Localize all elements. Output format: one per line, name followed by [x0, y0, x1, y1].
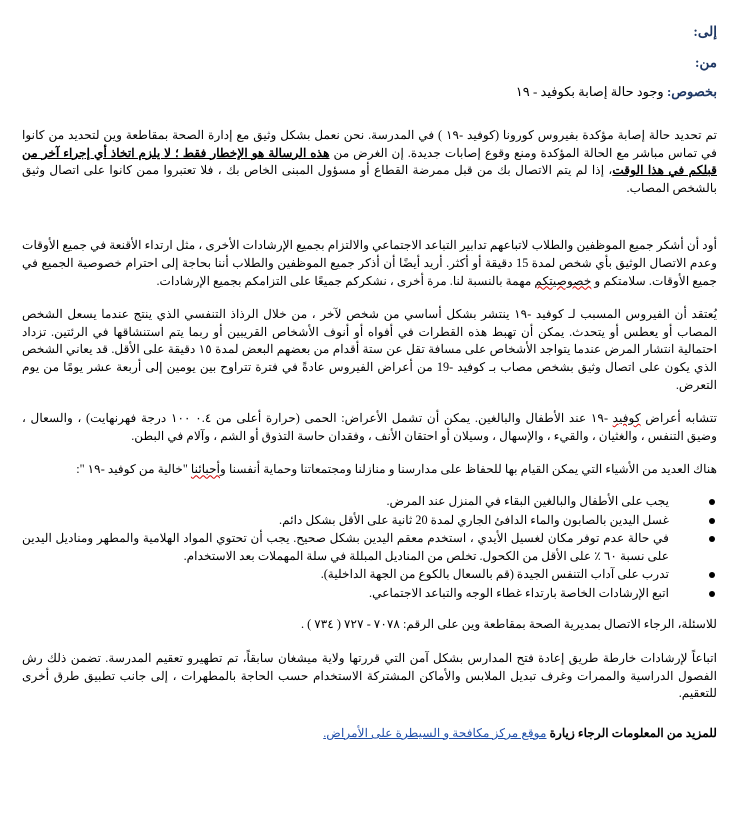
paragraph-transmission: يُعتقد أن الفيروس المسبب لـ كوفيد -١٩ ينتشر بشكل أساسي من شخص لآخر ، من خلال الرذاذ التنفسي الذي ينتج عندما يسعل الشخص المصاب أو يعطس أو يتحدث. يمكن أن تهبط هذه القطرات في أفواه أو أنوف الأشخاص القريبين أو ربما يتم استنشاقها في الرئتين. تزداد احتمالية انتشار المرض عندما يتواجد الأشخاص على مسافة تقل عن ستة أقدام من بعضهم البعض لمدة ١٥ دقيقة على الأقل. قد يعاني الشخص الذي يكون على اتصال وثيق بشخص مصاب بـ كوفيد -19 من أعراض الفيروس عادةً في فترة تتراوح بين يومين إلى أربعة عشر يومًا من يوم التعرض.	[22, 307, 717, 392]
paragraph-thanks	[22, 237, 717, 290]
prevention-list	[22, 493, 717, 603]
paragraph-contact: للاسئلة، الرجاء الاتصال بمديرية الصحة بمقاطعة وين على الرقم: ٧٠٧٨ - ٧٢٧ ( ٧٣٤ ) .	[301, 617, 717, 632]
notice-emphasis: هذه الرسالة هو الإخطار فقط ؛ لا يلزم اتخاذ أي إجراء آخر من قبلكم في هذا الوقت	[22, 145, 717, 178]
more-info-label: للمزيد من المعلومات الرجاء زيارة	[549, 725, 717, 740]
notice-text-start: تم تحديد حالة إصابة مؤكدة بفيروس كورونا (كوفيد -١٩ ) في المدرسة. نحن نعمل بشكل وثيق مع إدارة الصحة بمقاطعة وين لتحديد من كانوا في تماس مباشر مع الحالة المؤكدة ومنع وقوع إصابات جديدة. إن الغرض من	[22, 128, 717, 160]
thanks-text-start: أود أن أشكر جميع الموظفين والطلاب لاتباعهم تدابير التباعد الاجتماعي والالتزام بجميع الإرشادات الأخرى ، مثل ارتداء الأقنعة في جميع الأوقات وعدم الاتصال الوثيق بأي شخص لمدة 15 دقيقة أو أكثر. أريد أيضًا أن أذكر جميع الموظفين والطلاب أننا بحاجة إلى احترام خصوصية الجميع في جميع الأوقات. سلامتكم و	[22, 238, 717, 288]
paragraph-notice	[22, 127, 717, 197]
symptoms-text-end: -١٩ عند الأطفال والبالغين. يمكن أن تشمل الأعراض: الحمى (حرارة أعلى من ٠.٤ ١٠٠ درجة فهرنهايت) ، والسعال ، وضيق التنفس ، والغثيان ، والقيء ، والإسهال ، وسيلان أو احتقان الأنف ، وفقدان حاسة التذوق أو الشم ، وآلام في البطن.	[22, 411, 717, 443]
paragraph-more-info	[22, 725, 717, 743]
prevention-text-start: هناك العديد من الأشياء التي يمكن القيام بها للحفاظ على مدارسنا و منازلنا ومجتمعاتنا وحماية أنفسنا و	[220, 462, 717, 477]
to-label: إلى:	[693, 24, 717, 39]
thanks-spell-word: خصوصيتكم	[534, 273, 592, 288]
prevention-spell-word: أحبائنا	[190, 462, 221, 477]
list-item: تدرب على آداب التنفس الجيدة (قم بالسعال بالكوع من الجهة الداخلية).	[22, 566, 669, 584]
memo-body	[22, 127, 717, 742]
from-label: من:	[694, 55, 717, 70]
subject-text: وجود حالة إصابة بكوفيد - ١٩	[515, 84, 664, 99]
prevention-text-end: "خالية من كوفيد -١٩ ":	[76, 462, 191, 477]
symptoms-text-start: تتشابه أعراض	[640, 411, 717, 426]
thanks-text-end: مهمة بالنسبة لنا. مرة أخرى ، نشكركم جميعًا على التزامكم بجميع الإرشادات.	[156, 273, 535, 288]
list-item: اتبع الإرشادات الخاصة بارتداء غطاء الوجه والتباعد الاجتماعي.	[22, 585, 669, 603]
symptoms-spell-word: كوفيد	[612, 411, 641, 426]
subject-label: بخصوص:	[666, 84, 717, 99]
paragraph-symptoms	[22, 410, 717, 445]
list-item: غسل اليدين بالصابون والماء الدافئ الجاري لمدة 20 ثانية على الأقل بشكل دائم.	[22, 512, 669, 530]
list-item: يجب على الأطفال والبالغين البقاء في المنزل عند المرض.	[22, 493, 669, 511]
paragraph-sanitation: اتباعاً لإرشادات خارطة طريق إعادة فتح المدارس بشكل آمن التي قررتها ولاية ميشغان سابقاً، تم تطهيرو تعقيم المدرسة. تضمن ذلك رش الفصول الدراسية والممرات وغرف تبديل الملابس والأماكن المشتركة الاستخدام حسب الحاجة بالمطهرات ، إلى جانب تطبيق طرق أخرى للتعقيم.	[22, 651, 717, 701]
paragraph-prevention-intro	[22, 461, 717, 479]
list-item: في حالة عدم توفر مكان لغسيل الأيدي ، استخدم معقم اليدين بشكل صحيح. يجب أن تحتوي المواد الهلامية والمطهر ومناديل اليدين على نسبة ٦٠ ٪ على الأقل من الكحول. تخلص من المناديل المبللة في سلة المهملات بعد الاستخدام.	[22, 530, 669, 565]
subject-line	[516, 84, 717, 100]
notice-text-end: ، إذا لم يتم الاتصال بك من قبل ممرضة القطاع أو مسؤول المبنى الخاص بك ، فلا تعتبروا ممن كانوا على اتصال وثيق بالشخص المصاب.	[22, 163, 717, 195]
cdc-link[interactable]: موقع مركز مكافحة و السيطرة على الأمراض.	[323, 725, 547, 740]
